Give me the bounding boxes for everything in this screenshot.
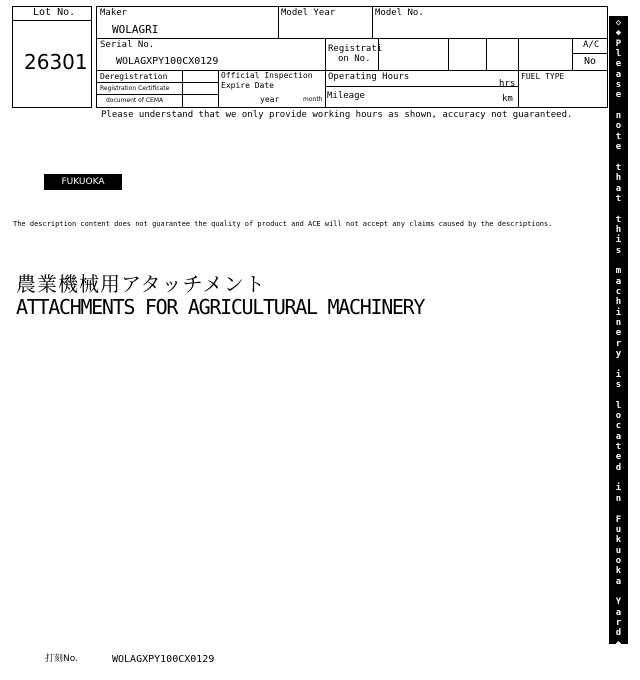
official-inspection-label-2: Expire Date <box>221 81 274 90</box>
lot-no-value: 26301 <box>24 50 88 74</box>
registration-label-1: Registrati <box>328 44 383 54</box>
lot-no-label: Lot No. <box>33 7 76 18</box>
cema-document-label: document of CEMA <box>106 97 164 104</box>
side-notice-strip <box>609 16 628 659</box>
year-label: year <box>260 95 280 104</box>
hours-notice: Please understand that we only provide working hours as shown, accuracy not guaranteed. <box>101 110 573 120</box>
title-japanese: 農業機械用アタッチメント <box>16 272 266 296</box>
model-no-label: Model No. <box>375 8 424 18</box>
registration-label-2: on No. <box>338 54 371 64</box>
official-inspection-label-1: Official Inspection <box>221 71 313 80</box>
fuel-type-label: FUEL TYPE <box>521 72 565 81</box>
maker-label: Maker <box>100 8 128 18</box>
serial-no-label: Serial No. <box>100 40 155 50</box>
deregistration-label: Deregistration <box>100 72 168 81</box>
side-notice-text: ◇ ◆ P l e a s e n o t e t h a t t h i s m a c h i n e r y i s l o c a t e d i n F u k u o k a Y a r d ◆ ◇ <box>615 18 622 659</box>
registration-certificate-label: Registration Certificate <box>100 85 170 92</box>
month-label: month <box>303 96 323 103</box>
hrs-unit: hrs <box>499 79 516 89</box>
km-unit: km <box>502 94 513 104</box>
serial-no-value: WOLAGXPY100CX0129 <box>116 56 219 67</box>
ac-value: No <box>584 56 597 67</box>
title-english: ATTACHMENTS FOR AGRICULTURAL MACHINERY <box>16 295 425 319</box>
operating-hours-label: Operating Hours <box>328 72 410 82</box>
mileage-label: Mileage <box>327 91 365 101</box>
stamp-no-label: 打刻No. <box>45 654 78 664</box>
maker-value: WOLAGRI <box>112 23 159 36</box>
stamp-no-value: WOLAGXPY100CX0129 <box>112 654 215 665</box>
model-year-label: Model Year <box>281 8 336 18</box>
ac-label: A/C <box>583 40 600 50</box>
disclaimer-text: The description content does not guarantee the quality of product and ACE will not accept any claims caused by the descriptions. <box>13 220 553 228</box>
location-badge: FUKUOKA <box>44 174 122 190</box>
